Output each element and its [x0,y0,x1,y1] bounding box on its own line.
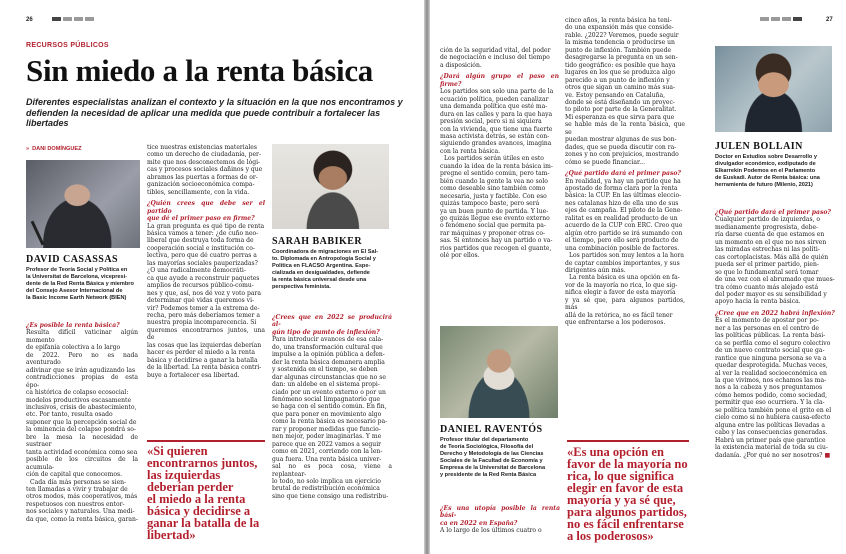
text-line: ve. Estoy pensando en Cataluña, [565,91,666,99]
text-line: apoyo hacia la renta básica. [715,298,801,306]
text-line: ecuación política, pueden canalizar [440,95,549,103]
header-bars-left [52,17,94,21]
page-number-left: 26 [26,17,33,23]
section-label: RECURSOS PÚBLICOS [26,42,109,49]
text-line: parece que en 2022 vamos a seguir [272,440,382,448]
text-line: sal no es poca cosa, viene a replantear- [272,463,392,478]
text-line: determinar qué vidas queremos vi- [147,297,255,305]
photo-david-casassas [26,160,140,248]
text-line: dadanía. ¿Por qué no ser nosotros? ■ [715,451,831,459]
text-line: A lo largo de los últimos cuatro o [440,527,542,535]
text-line: donde se está diseñando un proyec- [565,98,675,106]
text-line: mite que nos desconectemos de lógi- [147,158,261,166]
text-line: de negociación e incluso del tiempo [440,54,550,62]
text-line: impulse a la opinión pública a defen- [272,351,385,359]
text-line: las miradas estrechas ni las políti- [715,246,820,254]
text-line: o fenómeno social que permita pa- [440,222,546,230]
text-line: rantice que ninguna persona se va a [715,354,827,362]
text-line: ¿O una radicalmente democráti- [147,267,246,275]
question: ¿Qué partido dará el primer paso? [565,170,681,178]
text-line: Cualquier partido de izquierdas, o [715,216,821,224]
text-line: queremos encontrarnos juntos, una de [147,326,265,342]
text-line: como en 2021, corriendo con la len- [272,448,383,456]
text-line: como un derecho de ciudadanía, per- [147,151,261,159]
text-line: las políticas públicas. La renta bási- [715,332,826,340]
text-line: ciado por un evento externo o por un [272,388,386,396]
text-line: vir? Podemos temer a la extrema de- [147,304,260,312]
text-line: tibles, sencillamente, con la vida. [147,188,250,196]
text-line: algún otro partido se irá sumando con [565,229,683,237]
question: ¿Cree que en 2022 habrá inflexión? [715,309,835,317]
text-line: ca que ayude a reconstruir paquetes [147,274,260,282]
text-line: adivinar que se irán agudizando las [26,366,136,374]
text-line: Resulta difícil vaticinar algún momento [26,329,138,344]
photo-sarah-babiker [272,144,389,229]
byline [26,146,82,152]
text-line: una combinación posible de factores. [565,244,680,252]
bio-raventos: Profesor titular del departamento de Teoría Sociológica, Filosofía del Derecho y Metodología de las Ciencias Sociales de la Facultad de Economía y Empresa de la Universitat de Barcelona y presidente de la Red Renta Básica [440,437,546,478]
text-line: to piloto por parte de la Generalitat. [565,106,677,114]
text-line: rable. ¿2022? Veremos, puede seguir [565,31,679,39]
text-line: básica y decidirse a ganar la batalla [147,356,258,364]
text-line: de epifanía colectiva a lo largo [26,344,121,352]
text-line: sino que tiene consigo una redistribu- [272,492,389,500]
text-line: se haga con el sentido común. En fin, [272,403,387,411]
text-line: nuestra propia incomparecencia. Si [147,319,257,327]
text-line: da que, como la renta básica, garan- [26,515,138,523]
text-line: ganización socioeconómica compa- [147,181,255,189]
text-line: liberal que destruya toda forma de [147,237,254,245]
text-line: básica: la CUP. En las últimas eleccio- [565,192,682,200]
text-line: tanta actividad económica como sea [26,448,138,456]
text-line: do una expansión más que conside- [565,24,674,32]
text-line: bién cuando la gente la vea no solo [440,177,548,185]
pull-quote-rule [567,440,689,442]
text-line: posible de los circuitos de la acumula- [26,456,138,471]
text-line: Para introducir avances de esa cala- [272,336,384,344]
text-line: contradicciones propias de esta épo- [26,374,138,389]
text-line: lectiva, pero que dé cuatro perras a [147,252,257,260]
text-line: puedan mostrar algunas de sus bon- [565,136,677,144]
text-line: der la renta básica demanera amplia [272,358,385,366]
text-line: ca se perfila como el seguro colectivo [715,339,831,347]
text-line: go quizás llegue ese evento externo [440,214,550,222]
text-line: necesaria, justa y factible. Con eso [440,192,547,200]
raventos-column-2 [565,17,685,327]
text-line: apostado de forma clara por la renta [565,184,678,192]
text-line: ca histórica de colapso ecosocial: [26,389,129,397]
question: ¿Es posible la renta básica? [26,322,120,329]
text-line: tice nuestras existencias materiales [147,144,257,151]
text-line: se política también pone el grito en el [715,406,832,414]
text-line: que enfrentarse a los poderosos. [565,319,666,327]
deck-line: Diferentes especialistas analizan el contexto y la situación en la que nos encontramos y [26,97,403,107]
text-line: como deseable sino también como [440,185,546,193]
text-line: Los partidos son muy lentos a la hora [569,252,684,260]
text-line: hacer es perder el miedo a la renta [147,349,255,357]
text-line: pueda ser el primer partido, pien- [715,261,819,269]
text-line: amplios de recursos público-comu- [147,282,254,290]
text-line: olé por ellos. [440,252,480,260]
headline: Sin miedo a la renta básica [26,53,373,88]
text-line: presión social, pero si ni siquiera [440,118,542,126]
header-bars-right [760,17,802,21]
text-line: Mi esperanza es que sirva para que [565,113,675,121]
byline-marker: » [26,146,30,152]
bio-casassas: Profesor de Teoría Social y Política en la Universitat de Barcelona, vicepresi- dente de la Red Renta Básica y miembro del Consejo Asesor Internacional de la Basic Income Earth Network (BIEN) [26,267,134,301]
text-line: las cosas que las izquierdas deberían [147,341,262,349]
text-line: sas. Si entonces hay un partido o va- [440,237,553,245]
name-babiker: SARAH BABIKER [272,236,363,247]
text-line: a disposición. [440,61,482,69]
text-line: de captar cambios importantes, y sus [565,259,680,267]
text-line: etc. Por tanto, resulta osado [26,411,113,419]
babiker-column [272,314,392,500]
photo-julen-bollain [715,46,832,132]
right-page [430,0,846,554]
text-line: nes y que, así, nos dé voz y voto para [147,289,261,297]
text-line: la misma tendencia o producirse un [565,39,675,47]
text-line: al ver la realidad socioeconómica en [715,369,827,377]
text-line: La gran pregunta es qué tipo de renta [147,222,265,230]
text-line: cas y procesos sociales dañinos y que [147,166,263,174]
text-line: las mayorías sociales pauperizadas? [147,259,258,267]
text-line: buye a fortalecer esa libertad. [147,371,240,379]
deck [26,97,422,129]
question: ¿Dará algún grupo el paso en firme? [440,73,559,88]
end-mark-icon: ■ [824,451,831,459]
text-line: acuerdo de la CUP con ERC. Creo que [565,222,683,230]
text-line: básica vamos a tener: ¿de cuño neo- [147,229,259,237]
text-line: ría darse cuenta de que estamos en [715,231,825,239]
text-line: de un nuevo contrato social que ga- [715,347,825,355]
text-line: con la vivienda, que tiene una fuerte [440,125,553,133]
text-line: recha, pero más deberíamos temer a [147,311,260,319]
text-line: ralitat es en realidad producto de un [565,214,678,222]
text-line: rar y proponer medidas que funcio- [272,425,381,433]
text-line: la existencia material de toda su ciu- [715,444,828,452]
raventos-column [440,505,560,535]
text-line: lo todo, no solo implica un ejercicio [272,477,381,485]
text-line: allá de la retórica, no es fácil tener [565,311,673,319]
text-line: so que lo fundamental será tomar [715,268,819,276]
text-line: la que vivimos, nos echamos las ma- [715,376,827,384]
text-line: inclusivos, crisis de abastecimiento, [26,403,137,411]
text-line: cielo como si no hubiera causa-efecto [715,414,831,422]
text-line: Habrá un primer país que garantice [715,436,826,444]
byline-author: DANI DOMÍNGUEZ [32,146,82,152]
text-line: Los partidos son solo una parte de la [440,88,554,96]
pull-quote-left: «Si quieren encontrarnos juntos, las izquierdas deberían perder el miedo a la renta básica y decidirse a ganar la batalla de la libertad» [147,444,260,542]
text-line: tra cómo cuanto más alejado está [715,283,819,291]
pull-quote-right: «Es una opción en favor de la mayoría no rica, lo que significa elegir en favor de esta mayoría y ya sé que, para algunos partidos, no es fácil enfrentarse a los poderosos» [567,445,688,543]
text-line: quizás tampoco baste, pero será [440,200,540,208]
text-line: que para poner en movimiento algo [272,410,382,418]
text-line: otros modos, más cooperativos, más [26,493,138,501]
bio-bollain: Doctor en Estudios sobre Desarrollo y divulgador económico, exdiputado de Elkarrekin Podemos en el Parlamento de Euskadi. Autor de Renta básica: una herramienta de futuro (Milenio, 2021) [715,154,820,188]
text-line: con la renta básica. [440,147,501,155]
question: ¿Qué partido dará el primer paso? [715,209,831,216]
text-line: desagregarse la pregunta en un sen- [565,54,678,62]
text-line: nos a la cabeza y nos preguntamos [715,384,823,392]
text-line: cabo y las consecuencias generadas. [715,429,828,437]
text-line: un momento en el que no nos sirven [715,238,827,246]
babiker-continued-column [440,47,559,260]
page-number-right: 27 [826,17,833,23]
text-line: la ominencia del colapso pondrá so- [26,426,136,434]
question: ¿Es una utopía posible la renta bási- ca en 2022 en España? [440,505,560,527]
text-line: tido geográfico: es posible que haya [565,61,676,69]
bollain-column [715,209,836,459]
text-line: pregne el sentido común, pero tam- [440,170,550,178]
text-line: modelos productivos escasamente [26,396,132,404]
text-line: de la libertad. La renta básica contri- [147,364,262,372]
text-line: nes catalanas hizo de ella uno de sus [565,199,679,207]
text-line: medianamente progresista, debe- [715,223,819,231]
text-line: cómo hemos podido, como sociedad, [715,391,828,399]
text-line: cuando la idea de la renta básica im- [440,162,553,170]
text-line: alguna entre las políticas llevadas a [715,421,825,429]
bio-babiker: Coordinadora de migraciones en El Sal- to. Diplomada en Antropología Social y Política en FLACSO Argentina. Espe- cializada en desigualdades, defiende la renta básica universal desde una perspectiva feminista. [272,249,378,290]
text-line: ten llamadas a vivir y trabajar de [26,485,128,493]
text-line: y sostenida en el tiempo, se deben [272,366,378,374]
text-line: y ya sé que, para algunos partidos, más [565,296,685,312]
casassas-column-1 [26,322,138,523]
text-line: parecido a un punto de inflexión y [565,76,670,84]
text-line: ción de la seguridad vital, del poder [440,47,551,54]
text-line: suponer que la percepción social de [26,418,137,426]
text-line: ya un buen punto de partida. Y lue- [440,207,549,215]
text-line: brutal de redistribución económica [272,485,380,493]
text-line: dar algunas circunstancias que no se [272,373,386,381]
name-casassas: DAVID CASASSAS [26,254,119,265]
name-raventos: DANIEL RAVENTÓS [440,424,543,435]
text-line: dades, que se pueda discutir con ra- [565,143,677,151]
text-line: ción de capital que conocemos. [26,471,123,479]
question: ¿Crees que en 2022 se producirá al- gún tipo de pumto de inflexión? [272,314,392,336]
text-line: dura en las calles y para la que haya [440,110,553,118]
question: ¿Quién crees que debe ser el partido que dé el primer paso en firme? [147,200,265,223]
text-line: abramos las puertas a formas de or- [147,173,258,181]
text-line: La renta básica es una opción en fa- [569,274,680,282]
text-line: permitir que eso ocurriera. Y la cla- [715,399,825,407]
text-line: rios partidos que recogen el guante, [440,244,552,252]
text-line: bre la mesa la necesidad de sustraer [26,433,138,449]
text-line: do, una transformación cultural que [272,343,383,351]
text-line: gua fuera. Una renta básica univer- [272,455,382,463]
text-line: otros que sigan un camino más sua- [565,84,676,92]
text-line: una demanda política que esté ma- [440,103,548,111]
text-line: cómo se puede financiar... [565,158,645,166]
pull-quote-rule [147,440,265,442]
text-line: se hable más de la renta básica, que se [565,121,685,136]
text-line: el tiempo, pero ello será producto de [565,237,679,245]
text-line: fenómeno social limpagnatorio que [272,395,380,403]
name-bollain: JULEN BOLLAIN [715,141,803,152]
text-line: ner a las personas en el centro de [715,324,820,332]
text-line: vor de la mayoría no rica, lo que sig- [565,281,678,289]
casassas-column-2 [147,144,265,379]
text-line: dirigentes aún más. [565,266,626,274]
text-line: dan: un aldebe en el sistema propi- [272,381,380,389]
text-line: de 2022. Pero no es nada aventurado [26,351,138,367]
text-line: respetuosos con nuestros entor- [26,500,125,508]
text-line: quedar desprotegida. Muchas veces, [715,362,828,370]
text-line: Es el momento de apostar por po- [715,317,819,325]
text-line: nos sociales y naturales. Una medi- [26,508,135,516]
photo-daniel-raventos [440,326,558,418]
text-line: como la renta básica es necesario pa- [272,418,388,426]
text-line: siguiendo grandes avances, imagina [440,140,552,148]
text-line: punto de inflexión. También puede [565,46,672,54]
text-line: cas cortoplacistas. Más allá de quién [715,253,829,261]
text-line: En realidad, ya hay un partido que ha [565,177,681,185]
text-line: Cada día más personas se sien- [30,478,127,486]
text-line: ejes de campaña. El piloto de la Gene- [565,207,683,215]
text-line: rar máquinas y proponer otras co- [440,229,546,237]
deck-line: defienden la necesidad de aplicar una medida que puede contribuir a fortalecer las libertades [26,107,381,128]
text-line: nen mejor, poder imaginarlas. Y me [272,433,382,441]
text-line: cooperación social e institución co- [147,244,255,252]
text-line: nifica elegir a favor de esta mayoría [565,289,676,297]
text-line: del poder mayor es su sensibilidad y [715,290,827,298]
text-line: zones y no con prejuicios, mostrando [565,151,679,159]
text-line: Los partidos serán útiles en esto [444,155,544,163]
text-line: de una vez con el abrumado que mues- [715,276,835,284]
text-line: masa activista detrás, se están con- [440,132,550,140]
text-line: cinco años, la renta básica ha teni- [565,17,672,24]
text-line: lugares en los que se produzca algo [565,69,675,77]
